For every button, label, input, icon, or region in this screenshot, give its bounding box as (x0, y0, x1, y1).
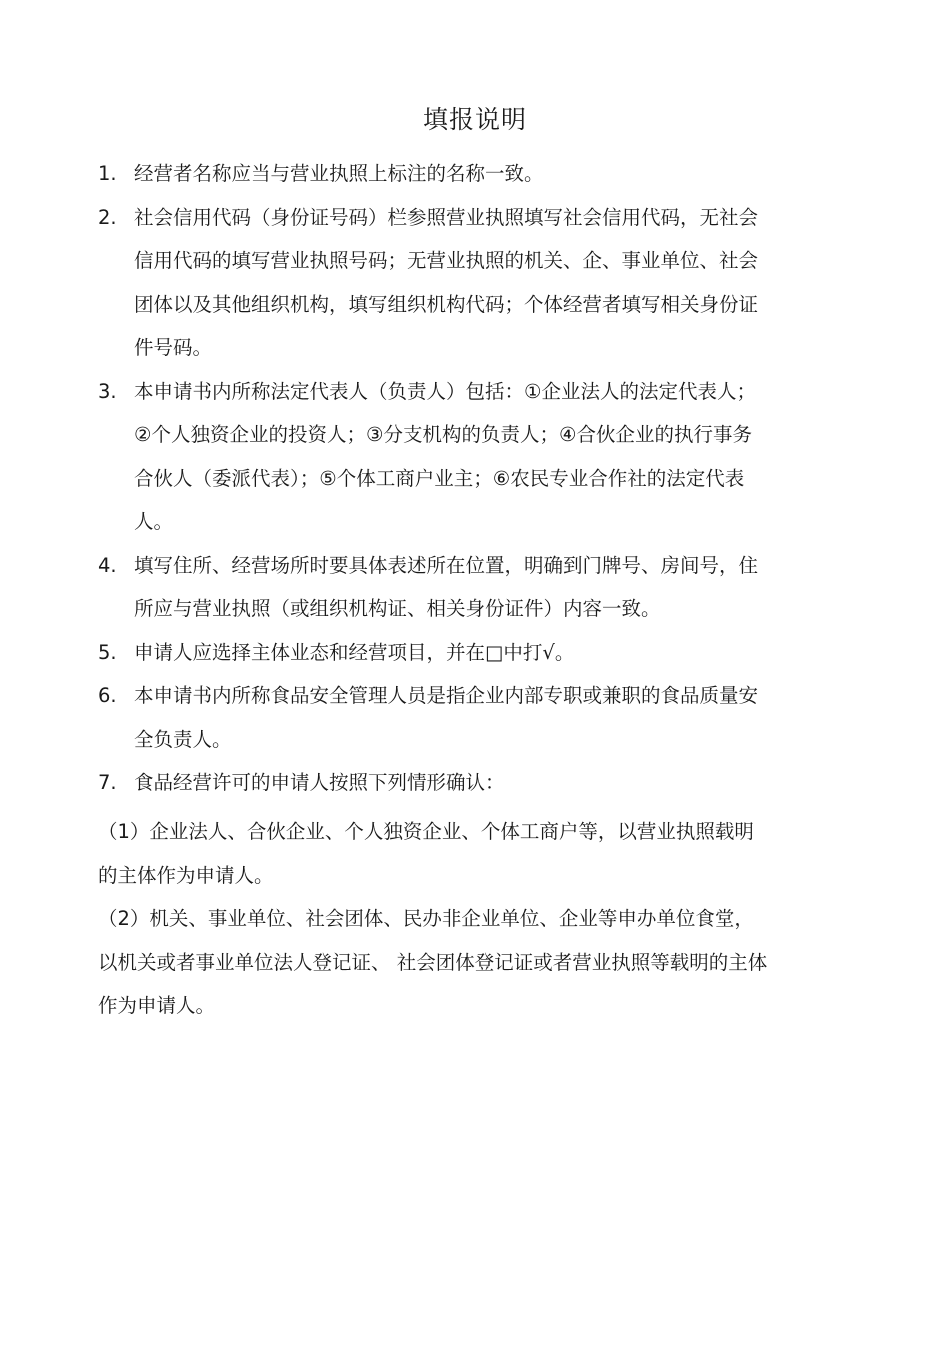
item-text-line: 全负责人。 (134, 727, 232, 751)
instruction-item-4 (98, 544, 818, 631)
item-text-line: ②个人独资企业的投资人；③分支机构的负责人；④合伙企业的执行事务 (134, 423, 752, 446)
sub-text-line: 的主体作为申请人。 (98, 863, 274, 887)
sub-text-line: 作为申请人。 (98, 994, 216, 1017)
sub-text-line: （1）企业法人、合伙企业、个人独资企业、个体工商户等，以营业执照载明 (98, 820, 754, 843)
instruction-list (98, 152, 818, 805)
instruction-item-6 (98, 674, 818, 761)
sub-item-1 (98, 810, 838, 897)
item-text-line: 填写住所、经营场所时要具体表述所在位置，明确到门牌号、房间号，住 (134, 553, 759, 577)
instruction-item-2 (98, 196, 818, 370)
sub-text-line: 以机关或者事业单位法人登记证、 社会团体登记证或者营业执照等载明的主体 (98, 950, 768, 974)
instruction-item-1 (98, 152, 818, 196)
sub-item-2 (98, 897, 838, 1028)
item-text-line: 信用代码的填写营业执照号码；无营业执照的机关、企、事业单位、社会 (134, 249, 759, 272)
instruction-item-7 (98, 761, 818, 805)
item-text-line: 经营者名称应当与营业执照上标注的名称一致。 (134, 162, 544, 185)
item-number: 1. (98, 162, 117, 185)
item-number: 4. (98, 553, 117, 577)
item-text-line: 合伙人（委派代表）；⑤个体工商户业主；⑥农民专业合作社的法定代表 (134, 466, 745, 490)
item-text-line: 食品经营许可的申请人按照下列情形确认： (134, 771, 505, 794)
item-text-line: 本申请书内所称食品安全管理人员是指企业内部专职或兼职的食品质量安 (134, 684, 759, 707)
item-number: 2. (98, 205, 117, 229)
item-text-line: 件号码。 (134, 336, 213, 359)
item-text-line: 团体以及其他组织机构，填写组织机构代码；个体经营者填写相关身份证 (134, 292, 759, 316)
item-text-line: 所应与营业执照（或组织机构证、相关身份证件）内容一致。 (134, 597, 661, 620)
item-number: 6. (98, 684, 117, 707)
item-number: 7. (98, 771, 117, 794)
item-text-line: 人。 (134, 510, 174, 533)
instruction-item-5 (98, 631, 818, 675)
instruction-item-3 (98, 370, 818, 544)
item-number: 5. (98, 640, 117, 664)
item-text-line: 社会信用代码（身份证号码）栏参照营业执照填写社会信用代码，无社会 (134, 205, 759, 229)
document-title: 填报说明 (422, 105, 527, 134)
sub-text-line: （2）机关、事业单位、社会团体、民办非企业单位、企业等申办单位食堂， (98, 907, 754, 930)
item-number: 3. (98, 379, 117, 403)
item-text-line: 本申请书内所称法定代表人（负责人）包括：①企业法人的法定代表人； (134, 379, 756, 403)
item-text-line: 申请人应选择主体业态和经营项目，并在□中打√。 (134, 640, 575, 664)
